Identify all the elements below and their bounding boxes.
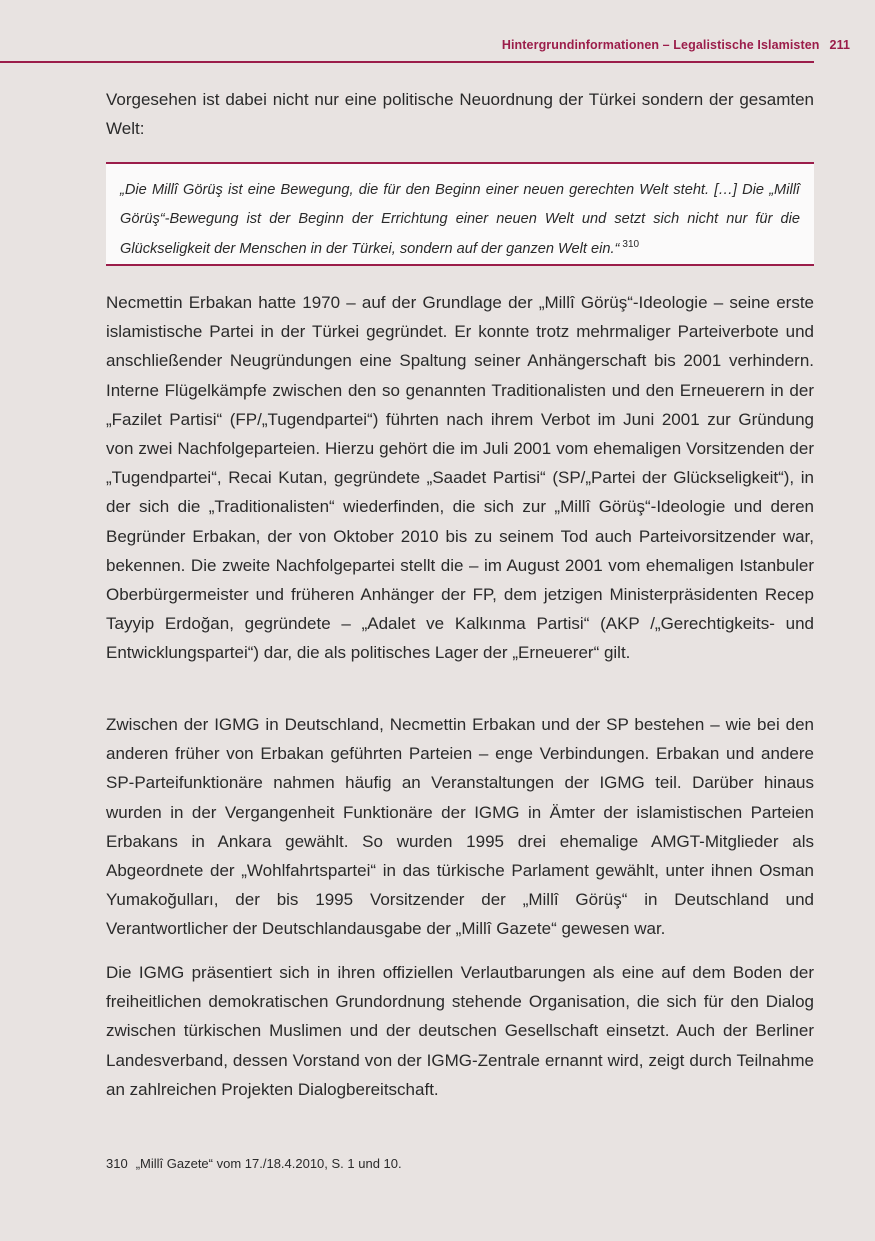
running-header bbox=[0, 38, 850, 52]
footnote-number: 310 bbox=[106, 1156, 128, 1171]
quote-text bbox=[106, 164, 814, 264]
running-header-title: Hintergrundinformationen – Legalistische Islamisten bbox=[501, 38, 820, 52]
footnote bbox=[106, 1156, 402, 1171]
page-number: 211 bbox=[829, 38, 850, 52]
quote-box bbox=[106, 162, 814, 266]
paragraph-igmg-connections: Zwischen der IGMG in Deutschland, Necmettin Erbakan und der SP bestehen – wie bei den anderen früher von Erbakan geführten Parteien – enge Verbindungen. Erbakan und andere SP-Parteifunktionäre nahmen häufig an Veranstaltungen der IGMG teil. Darüber hinaus wurden in der Vergangenheit Funktionäre der IGMG in Ämter der islamistischen Parteien Erbakans in Ankara gewählt. So wurden 1995 drei ehemalige AMGT-Mitglieder als Abgeordnete der „Wohlfahrtspartei“ in das türkische Parlament gewählt, unter ihnen Osman Yumakoğulları, der bis 1995 Vorsitzender der „Millî Görüş“ in Deutschland und Verantwortlicher der Deutschlandausgabe der „Millî Gazete“ gewesen war. bbox=[106, 715, 814, 939]
footnote-reference: 310 bbox=[622, 238, 640, 250]
header-rule bbox=[0, 61, 814, 63]
footnote-text: „Millî Gazete“ vom 17./18.4.2010, S. 1 und 10. bbox=[135, 1156, 402, 1171]
intro-paragraph: Vorgesehen ist dabei nicht nur eine politische Neuordnung der Türkei sondern der gesamten Welt: bbox=[106, 90, 814, 139]
quote-body: „Die Millî Görüş ist eine Bewegung, die für den Beginn einer neuen gerechten Welt steht. […] Die „Millî Görüş“-Bewegung ist der Beginn der Errichtung einer neuen Welt und setzt sich nicht nur für die Glückseligkeit der Menschen in der Türkei, sondern auf der ganzen Welt ein.“ bbox=[120, 182, 800, 257]
paragraph-igmg-dialogue: Die IGMG präsentiert sich in ihren offiziellen Verlautbarungen als eine auf dem Boden der freiheitlichen demokratischen Grundordnung stehende Organisation, die sich für den Dialog zwischen türkischen Muslimen und der deutschen Gesellschaft einsetzt. Auch der Berliner Landesverband, dessen Vorstand von der IGMG-Zentrale ernannt wird, zeigt durch Teilnahme an zahlreichen Projekten Dialogbereitschaft. bbox=[106, 963, 814, 1099]
paragraph-erbakan-parties: Necmettin Erbakan hatte 1970 – auf der Grundlage der „Millî Görüş“-Ideologie – seine erste islamistische Partei in der Türkei gegründet. Er konnte trotz mehrmaliger Parteiverbote und anschließender Neugründungen eine Spaltung seiner Anhängerschaft bis 2001 verhindern. Interne Flügelkämpfe zwischen den so genannten Traditionalisten und den Erneuerern in der „Fazilet Partisi“ (FP/„Tugendpartei“) führten nach ihrem Verbot im Juni 2001 zur Gründung von zwei Nachfolgeparteien. Hierzu gehört die im Juli 2001 vom ehemaligen Vorsitzenden der „Tugendpartei“, Recai Kutan, gegründete „Saadet Partisi“ (SP/„Partei der Glückseligkeit“), in der sich die „Traditionalisten“ wiederfinden, die sich zur „Millî Görüş“-Ideologie und deren Begründer Erbakan, der von Oktober 2010 bis zu seinem Tod auch Parteivorsitzender war, bekennen. Die zweite Nachfolgepartei stellt die – im August 2001 vom ehemaligen Istanbuler Oberbürgermeister und früheren Anhänger der FP, dem jetzigen Ministerpräsidenten Recep Tayyip Erdoğan, gegründete – „Adalet ve Kalkınma Partisi“ (AKP /„Gerechtigkeits- und Entwicklungspartei“) dar, die als politisches Lager der „Erneuerer“ gilt. bbox=[106, 293, 814, 663]
